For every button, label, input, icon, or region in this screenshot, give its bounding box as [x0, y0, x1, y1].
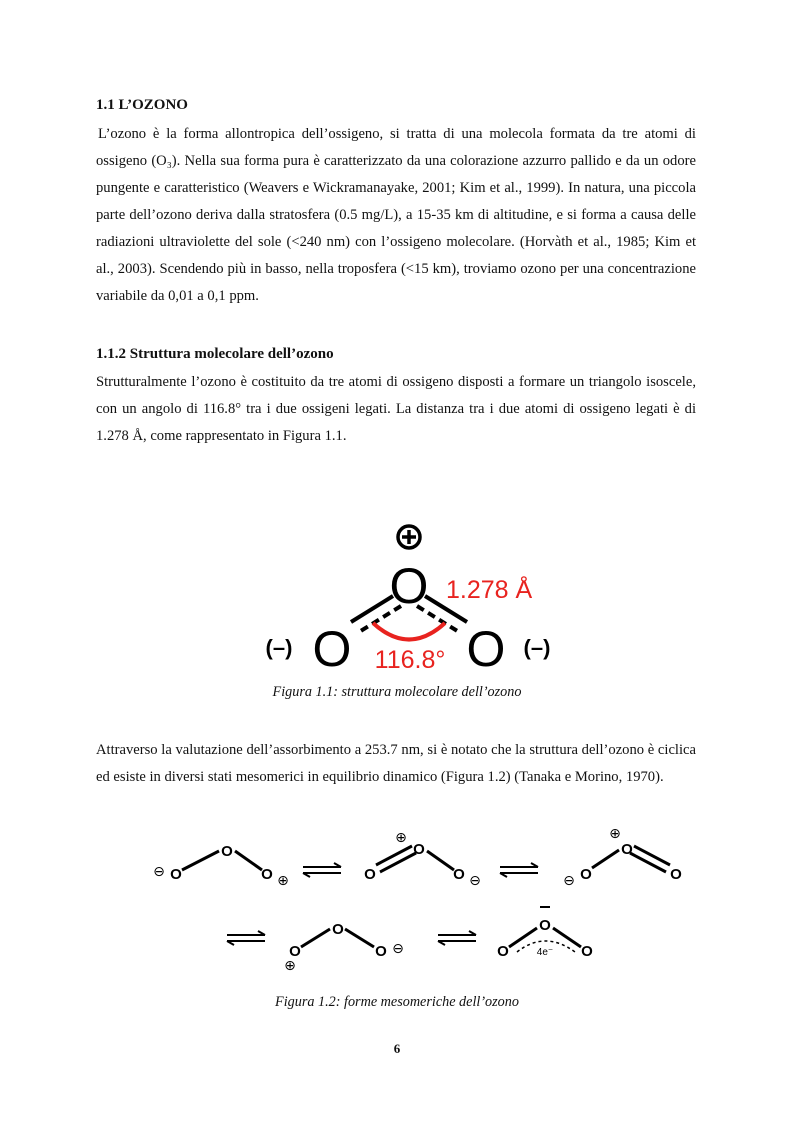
figure1-caption: Figura 1.1: struttura molecolare dell’ozono — [272, 684, 522, 700]
left-oxygen-atom: O — [312, 621, 352, 677]
svg-text:O: O — [539, 917, 551, 934]
equilibrium-arrow-1 — [303, 863, 341, 877]
svg-text:O: O — [289, 943, 301, 960]
figure2-caption: Figura 1.2: forme mesomeriche dell’ozono — [275, 994, 519, 1010]
mesomer-5-delocalized — [497, 907, 593, 960]
right-negative-charge: (–) — [523, 635, 551, 660]
svg-text:O: O — [170, 866, 182, 883]
mesomer-1 — [153, 843, 289, 888]
section-paragraph: L’ozono è la forma allontropica dell’ossigeno, si tratta di una molecola formata da tre atomi di ossigeno (O₃). Nella sua forma pura è caratterizzato da una colorazione azzurro pallido e da un odore pungente e caratteristico (Weavers e Wickramanayake, 2001; Kim et al., 1999). In natura, una piccola parte dell’ozono deriva dalla stratosfera (0.5 mg/L), a 15-35 km di altitudine, e si forma a causa delle radiazioni ultraviolette del sole (<240 nm) con l’ossigeno molecolare. (Horvàth et al., 1985; Kim et al., 2003). Scendendo più in basso, nella troposfera (<15 km), troviamo ozono per una concentrazione variabile da 0,01 a 0,1 ppm. — [96, 126, 696, 304]
svg-text:O: O — [221, 843, 233, 860]
minus-charge: ⊖ — [563, 872, 575, 888]
page-number: 6 — [393, 1041, 401, 1056]
subsection-paragraph: Strutturalmente l’ozono è costituito da tre atomi di ossigeno disposti a formare un triangolo isoscele, con un angolo di 116.8° tra i due ossigeni legati. La distanza tra i due atomi di ossigeno legati è di 1.278 Å, come rappresentato in Figura 1.1. — [96, 374, 696, 444]
svg-text:O: O — [453, 866, 465, 883]
mesomer-3 — [563, 825, 682, 888]
bond-length-label: 1.278 Å — [446, 576, 533, 604]
equilibrium-arrow-4 — [438, 931, 476, 945]
svg-text:O: O — [497, 943, 509, 960]
svg-text:O: O — [621, 841, 633, 858]
equilibrium-arrow-3 — [227, 931, 265, 945]
left-negative-charge: (–) — [265, 635, 293, 660]
svg-text:O: O — [332, 921, 344, 938]
svg-text:O: O — [261, 866, 273, 883]
section-heading: 1.1 L’OZONO — [96, 97, 188, 113]
svg-text:O: O — [375, 943, 387, 960]
equilibrium-arrow-2 — [500, 863, 538, 877]
svg-text:O: O — [364, 866, 376, 883]
svg-text:O: O — [581, 943, 593, 960]
delocalized-electrons-label: 4e⁻ — [536, 947, 554, 958]
bond-angle-label: 116.8° — [374, 646, 446, 674]
plus-charge: ⊕ — [395, 829, 407, 845]
mesomer-2 — [364, 829, 481, 888]
plus-charge: ⊕ — [284, 957, 296, 973]
minus-charge: ⊖ — [153, 863, 165, 879]
paragraph-2: Attraverso la valutazione dell’assorbimento a 253.7 nm, si è notato che la struttura dell’ozono è ciclica ed esiste in diversi stati mesomerici in equilibrio dinamico (Figura 1.2) (Tanaka e Morino, 1970). — [96, 742, 696, 785]
plus-charge: ⊕ — [277, 872, 289, 888]
svg-text:O: O — [413, 841, 425, 858]
svg-text:O: O — [670, 866, 682, 883]
central-oxygen-atom: O — [389, 558, 429, 614]
subsection-heading: 1.1.2 Struttura molecolare dell’ozono — [96, 346, 334, 362]
minus-charge: ⊖ — [469, 872, 481, 888]
minus-charge: ⊖ — [392, 940, 404, 956]
ozone-structure-figure — [255, 510, 555, 680]
bond-angle-arc — [373, 623, 445, 640]
svg-text:O: O — [580, 866, 592, 883]
right-oxygen-atom: O — [466, 621, 506, 677]
mesomeric-forms-figure — [145, 820, 690, 980]
plus-charge: ⊕ — [609, 825, 621, 841]
mesomer-4 — [284, 921, 404, 973]
